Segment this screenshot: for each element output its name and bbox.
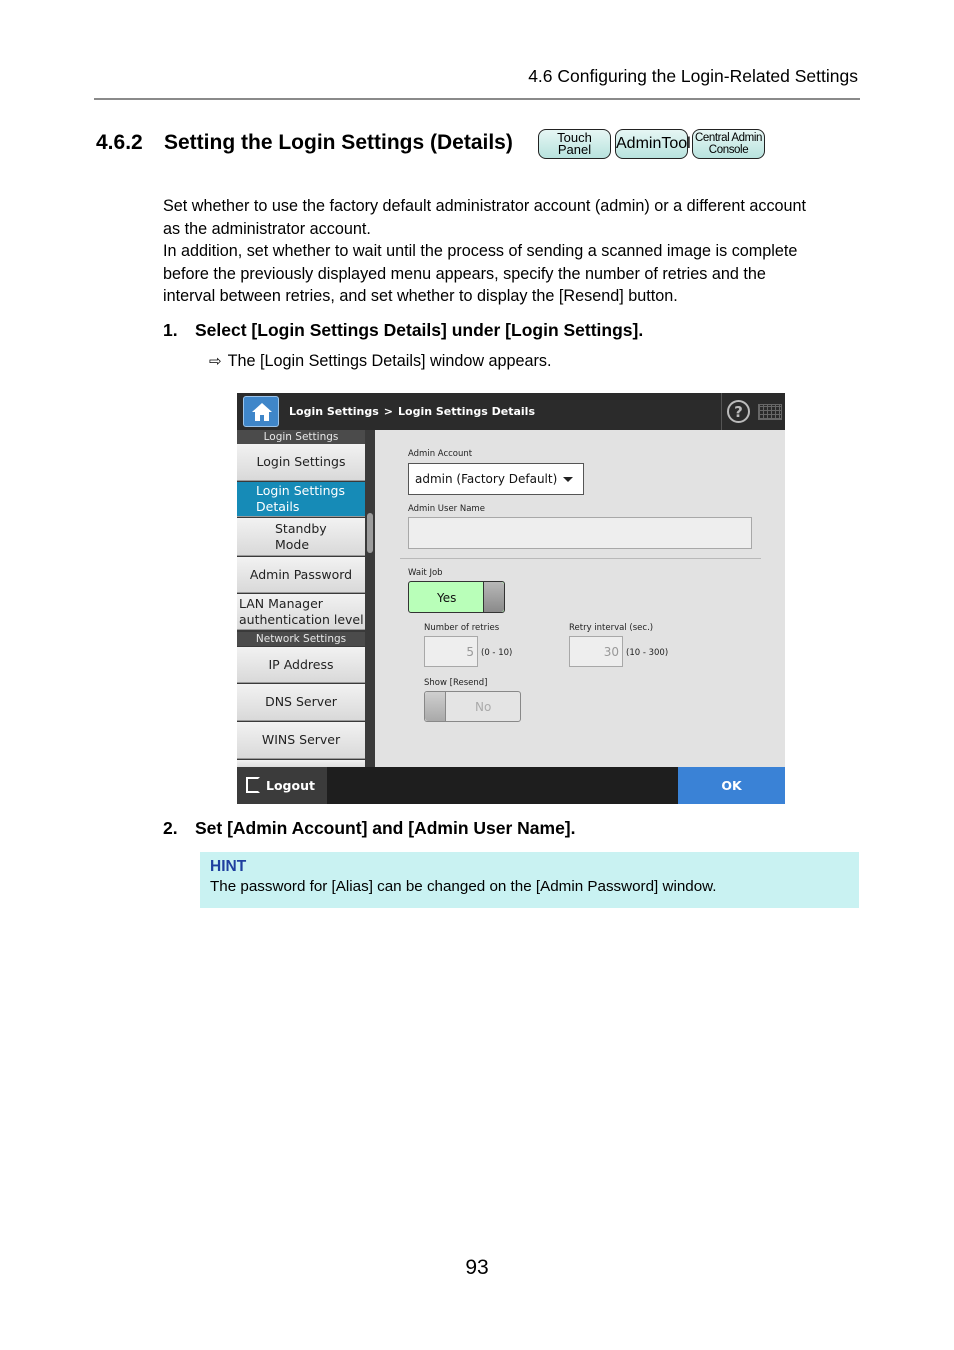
intro-paragraph bbox=[163, 195, 806, 308]
badge-line: Central Admin bbox=[694, 132, 763, 144]
step-text: Set [Admin Account] and [Admin User Name]. bbox=[195, 818, 576, 838]
retry-interval-label: Retry interval (sec.) bbox=[569, 623, 654, 633]
home-button[interactable] bbox=[243, 396, 279, 427]
hint-box bbox=[200, 852, 859, 908]
logout-label: Logout bbox=[266, 778, 315, 793]
sidebar-group-login-settings: Login Settings bbox=[237, 430, 365, 444]
chevron-down-icon bbox=[563, 477, 573, 482]
toggle-knob bbox=[483, 582, 504, 612]
sidebar-item-standby-mode[interactable] bbox=[237, 518, 365, 556]
sidebar bbox=[237, 430, 375, 767]
breadcrumb-parent[interactable]: Login Settings bbox=[289, 405, 379, 418]
sidebar-item-label: Login Settings bbox=[256, 483, 345, 498]
step-1-result bbox=[209, 352, 552, 371]
step-1 bbox=[163, 320, 643, 341]
show-resend-toggle[interactable] bbox=[424, 691, 521, 722]
sidebar-item-lan-manager[interactable] bbox=[237, 594, 365, 630]
settings-panel bbox=[375, 430, 785, 767]
badge-line: Panel bbox=[557, 142, 592, 157]
breadcrumb-current: Login Settings Details bbox=[398, 405, 535, 418]
retry-interval-input[interactable]: 30 bbox=[569, 636, 623, 667]
admin-account-value: admin (Factory Default) bbox=[415, 472, 558, 486]
badge-line: Console bbox=[708, 144, 749, 156]
breadcrumb bbox=[289, 405, 535, 418]
sidebar-item-label: LAN Manager bbox=[239, 595, 323, 611]
show-resend-label: Show [Resend] bbox=[424, 678, 488, 688]
admin-account-label: Admin Account bbox=[408, 449, 473, 459]
running-header: 4.6 Configuring the Login-Related Settings bbox=[528, 66, 858, 86]
text-line: as the administrator account. bbox=[163, 219, 371, 238]
sidebar-item-label: Mode bbox=[275, 536, 310, 552]
central-admin-console-badge bbox=[692, 129, 765, 159]
retries-label: Number of retries bbox=[424, 623, 500, 633]
touch-panel-badge bbox=[538, 129, 611, 159]
text-line: In addition, set whether to wait until the process of sending a scanned image is complete bbox=[163, 242, 798, 261]
sidebar-item-admin-password[interactable]: Admin Password bbox=[237, 557, 365, 593]
header-rule bbox=[94, 98, 860, 100]
result-text: The [Login Settings Details] window appears. bbox=[227, 352, 552, 370]
text-line: before the previously displayed menu appears, specify the number of retries and the bbox=[163, 264, 766, 283]
hint-title: HINT bbox=[210, 858, 247, 875]
wait-job-toggle[interactable] bbox=[408, 581, 505, 613]
sidebar-item-dns-server[interactable]: DNS Server bbox=[237, 684, 365, 721]
breadcrumb-separator: > bbox=[383, 405, 394, 418]
retry-interval-range: (10 - 300) bbox=[626, 648, 669, 658]
step-number: 1. bbox=[163, 320, 178, 340]
admin-tool-badge: AdminTool bbox=[615, 129, 688, 159]
text-line: Set whether to use the factory default administrator account (admin) or a different account bbox=[163, 197, 807, 215]
admin-user-name-input[interactable] bbox=[408, 517, 752, 549]
retries-range: (0 - 10) bbox=[481, 648, 513, 658]
badge-line: Touch bbox=[557, 130, 592, 145]
hint-body: The password for [Alias] can be changed on the [Admin Password] window. bbox=[210, 878, 717, 895]
toggle-knob bbox=[425, 692, 446, 721]
step-text: Select [Login Settings Details] under [Login Settings]. bbox=[195, 320, 644, 340]
text-line: interval between retries, and set whether to display the [Resend] button. bbox=[163, 287, 678, 306]
admin-account-dropdown[interactable] bbox=[408, 463, 584, 495]
sidebar-item-label: authentication level bbox=[239, 611, 364, 627]
wait-job-label: Wait Job bbox=[408, 568, 443, 578]
login-settings-details-screenshot bbox=[237, 393, 785, 804]
sidebar-scroll-thumb[interactable] bbox=[367, 513, 373, 553]
step-number: 2. bbox=[163, 818, 178, 838]
sidebar-item-login-settings-details[interactable] bbox=[237, 482, 365, 517]
section-divider bbox=[400, 558, 761, 559]
result-arrow-icon: ⇨ bbox=[209, 353, 222, 370]
title-bar-divider bbox=[721, 393, 722, 430]
sidebar-scrollbar[interactable] bbox=[366, 430, 374, 767]
admin-user-name-label: Admin User Name bbox=[408, 504, 485, 514]
ok-button[interactable]: OK bbox=[678, 767, 785, 804]
home-icon bbox=[250, 401, 274, 423]
sidebar-group-network-settings: Network Settings bbox=[237, 632, 365, 646]
keyboard-icon[interactable] bbox=[758, 404, 782, 420]
step-2 bbox=[163, 818, 576, 839]
page-number: 93 bbox=[465, 1256, 489, 1279]
sidebar-item-login-settings[interactable]: Login Settings bbox=[237, 444, 365, 481]
sidebar-item-ip-address[interactable]: IP Address bbox=[237, 647, 365, 683]
section-number: 4.6.2 bbox=[96, 131, 143, 154]
section-title bbox=[96, 131, 513, 155]
retries-input[interactable]: 5 bbox=[424, 636, 478, 667]
help-icon[interactable]: ? bbox=[727, 400, 750, 423]
title-bar bbox=[237, 393, 785, 430]
section-title-text: Setting the Login Settings (Details) bbox=[164, 131, 513, 154]
logout-button[interactable] bbox=[237, 767, 327, 804]
sidebar-item-label: Standby bbox=[275, 520, 327, 536]
sidebar-item-wins-server[interactable]: WINS Server bbox=[237, 722, 365, 759]
show-resend-value: No bbox=[475, 700, 492, 714]
wait-job-value: Yes bbox=[437, 591, 457, 605]
logout-icon bbox=[246, 777, 260, 793]
bottom-bar bbox=[237, 767, 785, 804]
sidebar-item-label: Details bbox=[256, 499, 300, 514]
